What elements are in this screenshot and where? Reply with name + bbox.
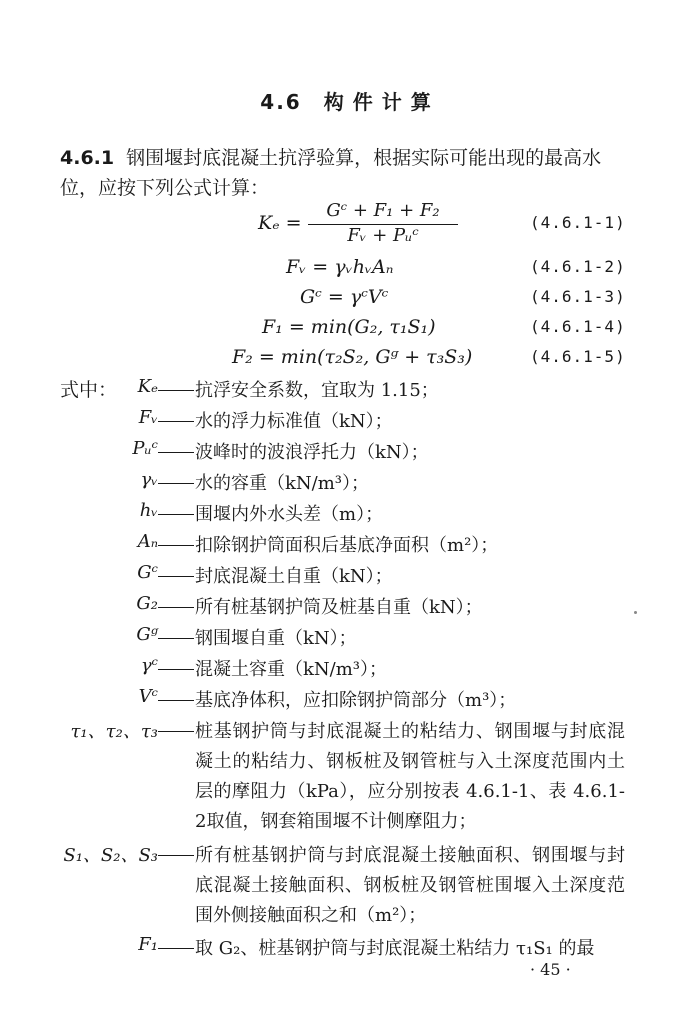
definition-symbol: γᶜ xyxy=(140,655,158,676)
section-number: 4.6 xyxy=(260,90,302,114)
em-dash xyxy=(158,576,194,577)
definition-symbol: Fᵥ xyxy=(138,407,158,428)
em-dash xyxy=(158,545,194,546)
definition-symbol: Pᵤᶜ xyxy=(132,438,158,459)
em-dash xyxy=(158,483,194,484)
equation-5: F₂ = min(τ₂S₂, Gᵍ + τ₃S₃) xyxy=(232,346,473,368)
clause-text-line1: 钢围堰封底混凝土抗浮验算，根据实际可能出现的最高水 xyxy=(126,147,602,169)
equation-3-number: (4.6.1-3) xyxy=(530,287,626,306)
definition-text: 抗浮安全系数，宜取为 1.15； xyxy=(195,380,439,401)
em-dash xyxy=(158,452,194,453)
definition-text: 钢围堰自重（kN）； xyxy=(195,628,357,649)
definition-symbol: Vᶜ xyxy=(138,686,158,707)
em-dash xyxy=(158,700,194,701)
em-dash xyxy=(158,669,194,670)
definition-symbol: G₂ xyxy=(136,593,158,614)
definition-symbol: hᵥ xyxy=(139,500,158,521)
definition-text: 波峰时的波浪浮托力（kN）； xyxy=(195,442,429,463)
em-dash xyxy=(158,948,194,949)
em-dash xyxy=(158,638,194,639)
definition-symbol: Gᶜ xyxy=(137,562,158,583)
definition-text: 封底混凝土自重（kN）； xyxy=(195,566,393,587)
equation-4: F₁ = min(G₂, τ₁S₁) xyxy=(262,316,436,338)
clause-number: 4.6.1 xyxy=(60,147,115,169)
section-heading xyxy=(0,86,700,115)
definition-symbol: γᵥ xyxy=(140,469,158,490)
definition-text: 基底净体积，应扣除钢护筒部分（m³）； xyxy=(195,690,517,711)
definition-text: 桩基钢护筒与封底混凝土的粘结力、钢围堰与封底混凝土的粘结力、钢板桩及钢管桩与入土深度范围内土层的摩阻力（kPa），应分别按表 4.6.1-1、表 4.6.1-2取值，钢套箱围堰不计侧摩阻力； xyxy=(195,721,625,832)
em-dash xyxy=(158,390,194,391)
definition-symbol: Kₑ xyxy=(137,376,158,397)
definition-text: 扣除钢护筒面积后基底净面积（m²）； xyxy=(195,535,499,556)
em-dash xyxy=(158,855,194,856)
where-label: 式中： xyxy=(60,379,118,401)
em-dash xyxy=(158,607,194,608)
equation-1-denominator: Fᵥ + Pᵤᶜ xyxy=(347,225,419,246)
equation-2-number: (4.6.1-2) xyxy=(530,257,626,276)
em-dash xyxy=(158,514,194,515)
equation-1-lhs: Kₑ = xyxy=(258,212,302,234)
clause-text-line2: 位，应按下列公式计算： xyxy=(60,177,270,199)
equation-4-number: (4.6.1-4) xyxy=(530,317,626,336)
definition-text: 围堰内外水头差（m）； xyxy=(195,504,384,525)
definition-text: 水的浮力标准值（kN）； xyxy=(195,411,393,432)
equation-3: Gᶜ = γᶜVᶜ xyxy=(300,286,389,308)
definition-symbol: F₁ xyxy=(138,934,158,955)
em-dash xyxy=(158,731,194,732)
definition-symbol: Gᵍ xyxy=(136,624,158,645)
definition-text: 水的容重（kN/m³）； xyxy=(195,473,370,494)
definition-text: 取 G₂、桩基钢护筒与封底混凝土粘结力 τ₁S₁ 的最 xyxy=(195,938,595,959)
definition-text: 所有桩基钢护筒与封底混凝土接触面积、钢围堰与封底混凝土接触面积、钢板桩及钢管桩围堰入土深度范围外侧接触面积之和（m²）； xyxy=(195,845,625,926)
definition-symbol: S₁、S₂、S₃ xyxy=(63,845,158,866)
clause-paragraph xyxy=(60,143,640,203)
equation-5-number: (4.6.1-5) xyxy=(530,347,626,366)
clause-line-1 xyxy=(60,143,640,173)
definition-text: 混凝土容重（kN/m³）； xyxy=(195,659,388,680)
section-title: 构件计算 xyxy=(323,90,440,114)
definition-symbol: τ₁、τ₂、τ₃ xyxy=(70,721,158,742)
definition-text: 所有桩基钢护筒及桩基自重（kN）； xyxy=(195,597,483,618)
scan-speck xyxy=(634,611,637,614)
page-number: · 45 · xyxy=(530,960,571,979)
equation-2: Fᵥ = γᵥhᵥAₙ xyxy=(286,256,394,278)
definition-symbol: Aₙ xyxy=(137,531,158,552)
equation-1-numerator: Gᶜ + F₁ + F₂ xyxy=(326,200,440,221)
em-dash xyxy=(158,421,194,422)
equation-1-number: (4.6.1-1) xyxy=(530,213,626,232)
